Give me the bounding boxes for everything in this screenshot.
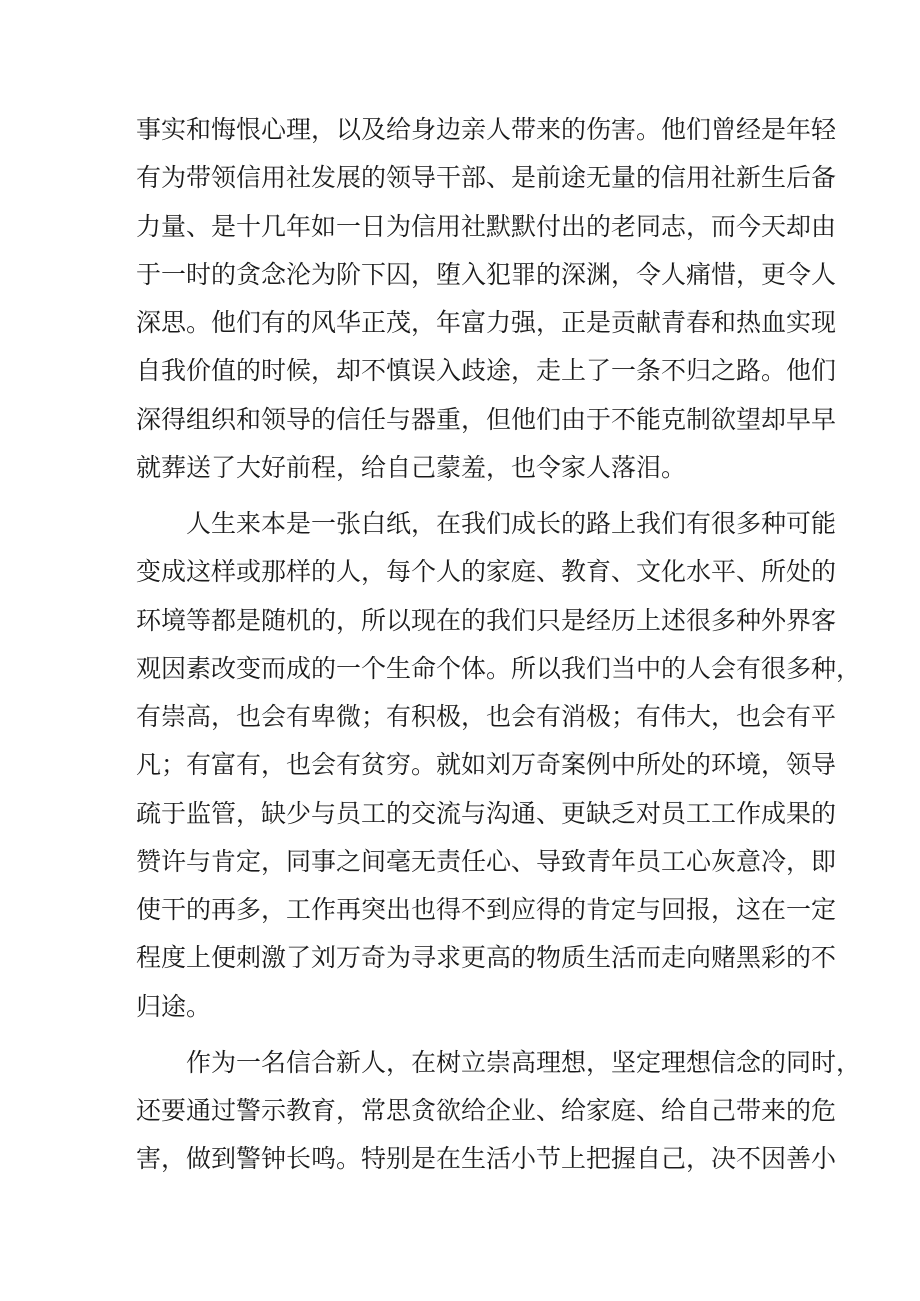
paragraph: [136, 106, 837, 492]
paragraph-line: 归途。: [136, 991, 212, 1021]
paragraph-line: 环境等都是随机的，所以现在的我们只是经历上述很多种外界客: [136, 605, 837, 635]
paragraph-line: 于一时的贪念沦为阶下囚，堕入犯罪的深渊，令人痛惜，更令人: [136, 259, 837, 289]
paragraph-line: 疏于监管，缺少与员工的交流与沟通、更缺乏对员工工作成果的: [136, 798, 837, 828]
document-body: [136, 106, 862, 1184]
paragraph-line: 凡；有富有，也会有贫穷。就如刘万奇案例中所处的环境，领导: [136, 750, 837, 780]
paragraph: [136, 1039, 862, 1184]
paragraph-line: 有为带领信用社发展的领导干部、是前途无量的信用社新生后备: [136, 163, 837, 193]
paragraph-line: 深思。他们有的风华正茂，年富力强，正是贡献青春和热血实现: [136, 308, 837, 337]
paragraph-line: 赞许与肯定，同事之间毫无责任心、导致青年员工心灰意冷，即: [136, 846, 837, 876]
paragraph-line: 程度上便刺激了刘万奇为寻求更高的物质生活而走向赌黑彩的不: [136, 943, 837, 973]
paragraph-line: 事实和悔恨心理，以及给身边亲人带来的伤害。他们曾经是年轻: [136, 115, 837, 144]
paragraph-line: 观因素改变而成的一个生命个体。所以我们当中的人会有很多种，: [136, 653, 862, 683]
paragraph-line: 变成这样或那样的人，每个人的家庭、教育、文化水平、所处的: [136, 557, 837, 587]
paragraph-line: 就葬送了大好前程，给自己蒙羞，也令家人落泪。: [136, 452, 687, 482]
paragraph-line: 害，做到警钟长鸣。特别是在生活小节上把握自己，决不因善小: [136, 1144, 837, 1174]
paragraph-line: 使干的再多，工作再突出也得不到应得的肯定与回报，这在一定: [136, 895, 837, 924]
paragraph-line: 有崇高，也会有卑微；有积极，也会有消极；有伟大，也会有平: [136, 702, 837, 731]
paragraph-line: 还要通过警示教育，常思贪欲给企业、给家庭、给自己带来的危: [136, 1096, 837, 1125]
paragraph-gap: [136, 492, 796, 500]
paragraph-gap: [136, 1031, 796, 1039]
paragraph-line: 作为一名信合新人，在树立崇高理想，坚定理想信念的同时，: [186, 1047, 862, 1077]
paragraph: [136, 500, 862, 1031]
paragraph-line: 力量、是十几年如一日为信用社默默付出的老同志，而今天却由: [136, 211, 837, 241]
paragraph-line: 深得组织和领导的信任与器重，但他们由于不能克制欲望却早早: [136, 404, 837, 434]
paragraph-line: 自我价值的时候，却不慎误入歧途，走上了一条不归之路。他们: [136, 356, 837, 386]
paragraph-line: 人生来本是一张白纸，在我们成长的路上我们有很多种可能: [186, 509, 837, 538]
